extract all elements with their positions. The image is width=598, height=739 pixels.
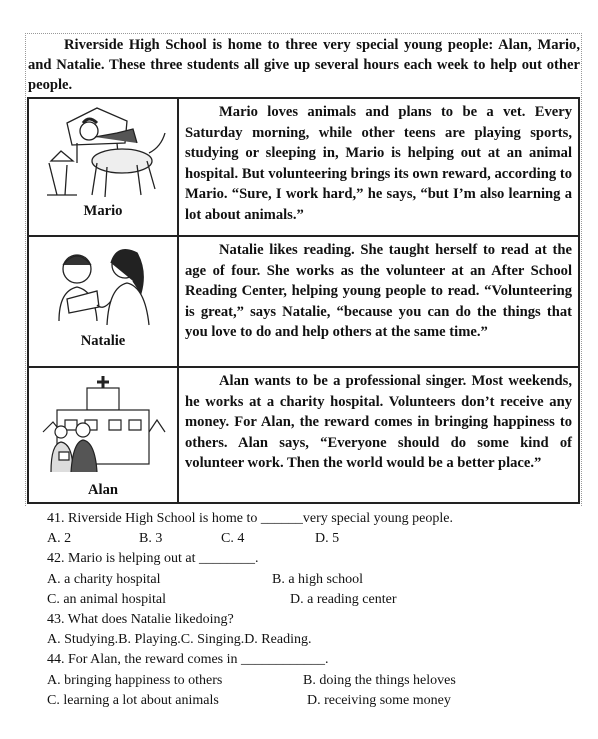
story-table	[27, 97, 580, 504]
option-a[interactable]: A. a charity hospital	[47, 571, 161, 587]
row-text-cell	[178, 367, 579, 503]
natalie-picture-cell	[28, 236, 178, 367]
row-text: Natalie likes reading. She taught herself to read at the age of four. She works as the volunteer at an After School Reading Center, helping young people to read. “Volunteering is great,” says Natalie, “because you can do the things that you love to do and help others at the same time.”	[185, 242, 572, 341]
option-b[interactable]: B. doing the things heloves	[303, 672, 456, 688]
option-d[interactable]: D. receiving some money	[307, 692, 451, 708]
alan-picture-cell	[28, 367, 178, 503]
question-stem: 42. Mario is helping out at ________.	[47, 551, 259, 567]
option-a[interactable]: A. 2	[47, 531, 72, 547]
row-text: Mario loves animals and plans to be a vet. Every Saturday morning, while other teens are playing sports, studying or sleeping in, Mario is helping out at an animal hospital. But volunteering brings its own reward, according to Mario. “Sure, I work hard,” he says, “but I’m also learning a lot about animals.”	[185, 104, 572, 223]
mario-picture-cell	[28, 98, 178, 236]
option-d[interactable]: D. 5	[315, 531, 340, 547]
intro-text: Riverside High School is home to three very special young people: Alan, Mario, and Natalie. These three students all give up several hours each week to help out other people.	[28, 37, 580, 93]
table-row	[28, 367, 579, 503]
question-stem: 43. What does Natalie likedoing?	[47, 611, 234, 627]
option-a[interactable]: A. bringing happiness to others	[47, 672, 223, 688]
option-row	[47, 671, 567, 691]
option-b[interactable]: B. 3	[139, 531, 163, 547]
alan-hospital-illustration	[37, 372, 169, 476]
table-row	[28, 236, 579, 367]
option-row	[47, 529, 567, 549]
mario-dog-illustration	[37, 103, 169, 203]
row-text-cell	[178, 236, 579, 367]
option-row	[47, 590, 567, 610]
row-name: Mario	[83, 203, 123, 219]
option-c[interactable]: C. 4	[221, 531, 245, 547]
row-text: Alan wants to be a professional singer. Most weekends, he works at a charity hospital. Volunteers don’t receive any money. For Alan, the reward comes in bringing happiness to others. Alan says, “Everyone should do some kind of volunteer work. Then the world would be a better place.”	[185, 373, 572, 472]
option-b[interactable]: B. a high school	[272, 571, 363, 587]
question-stem: 44. For Alan, the reward comes in ____________.	[47, 652, 329, 668]
question-list	[47, 509, 567, 711]
option-row	[47, 691, 567, 711]
question-stem: 41. Riverside High School is home to ______very special young people.	[47, 511, 453, 526]
table-row	[28, 98, 579, 236]
row-name: Alan	[87, 482, 118, 498]
intro-paragraph	[28, 35, 580, 95]
option-row	[47, 570, 567, 590]
row-text-cell	[178, 98, 579, 236]
row-name: Natalie	[80, 333, 126, 349]
option-c[interactable]: C. learning a lot about animals	[47, 692, 219, 708]
natalie-reading-illustration	[37, 241, 169, 331]
option-c[interactable]: C. an animal hospital	[47, 591, 166, 607]
option-row[interactable]: A. Studying.B. Playing.C. Singing.D. Reading.	[47, 632, 312, 648]
option-d[interactable]: D. a reading center	[290, 591, 397, 607]
